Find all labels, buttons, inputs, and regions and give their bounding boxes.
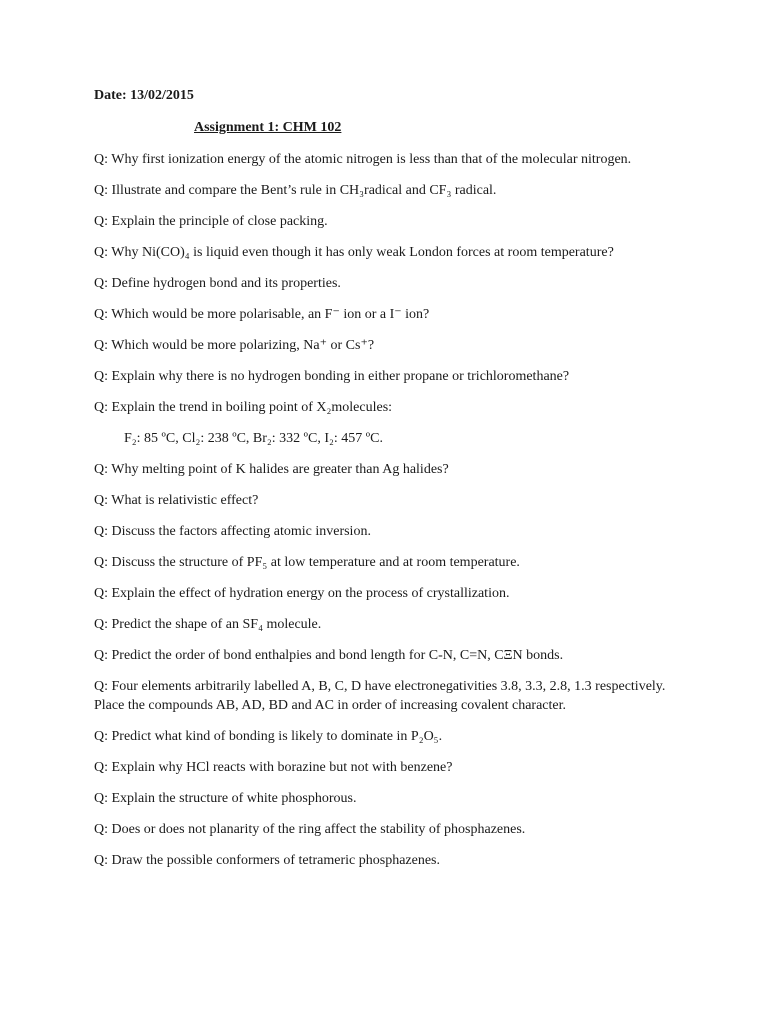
question-item: Q: Explain the trend in boiling point of X₂molecules: <box>94 400 393 415</box>
question-item: Q: Four elements arbitrarily labelled A, B, C, D have electronegativities 3.8, 3.3, 2.8, 1.3 respectively. Place the compounds AB, AD, BD and AC in order of increasing covalent character. <box>94 679 666 713</box>
question-item: Q: Does or does not planarity of the ring affect the stability of phosphazenes. <box>94 822 526 837</box>
question-item: Q: Discuss the structure of PF₅ at low temperature and at room temperature. <box>94 555 520 570</box>
question-item: Q: Explain why there is no hydrogen bonding in either propane or trichloromethane? <box>94 369 570 384</box>
question-item: Q: Predict the shape of an SF₄ molecule. <box>94 617 322 632</box>
assignment-title: Assignment 1: CHM 102 <box>194 120 342 135</box>
question-item: Q: Draw the possible conformers of tetrameric phosphazenes. <box>94 853 440 868</box>
question-item: Q: Predict what kind of bonding is likely to dominate in P₂O₅. <box>94 729 443 744</box>
question-list <box>94 150 674 882</box>
question-item: Q: Illustrate and compare the Bent’s rule in CH₃radical and CF₃ radical. <box>94 183 497 198</box>
question-item: Q: Explain the principle of close packing. <box>94 214 328 229</box>
question-item: Q: What is relativistic effect? <box>94 493 259 508</box>
question-item: Q: Explain why HCl reacts with borazine but not with benzene? <box>94 760 453 775</box>
boiling-point-data: F₂: 85 ºC, Cl₂: 238 ºC, Br₂: 332 ºC, I₂: 457 ºC. <box>124 431 383 446</box>
question-item: Q: Discuss the factors affecting atomic inversion. <box>94 524 371 539</box>
document-date: Date: 13/02/2015 <box>94 88 194 103</box>
question-item: Q: Explain the structure of white phosphorous. <box>94 791 357 806</box>
question-item: Q: Explain the effect of hydration energy on the process of crystallization. <box>94 586 510 601</box>
question-item: Q: Why melting point of K halides are greater than Ag halides? <box>94 462 449 477</box>
question-item: Q: Why first ionization energy of the atomic nitrogen is less than that of the molecular nitrogen. <box>94 152 632 167</box>
question-item: Q: Which would be more polarizing, Na⁺ or Cs⁺? <box>94 338 375 353</box>
question-item: Q: Why Ni(CO)₄ is liquid even though it has only weak London forces at room temperature? <box>94 245 614 260</box>
question-item: Q: Predict the order of bond enthalpies and bond length for C-N, C=N, CΞN bonds. <box>94 648 564 663</box>
question-item: Q: Which would be more polarisable, an F⁻ ion or a I⁻ ion? <box>94 307 430 322</box>
question-item: Q: Define hydrogen bond and its properties. <box>94 276 341 291</box>
